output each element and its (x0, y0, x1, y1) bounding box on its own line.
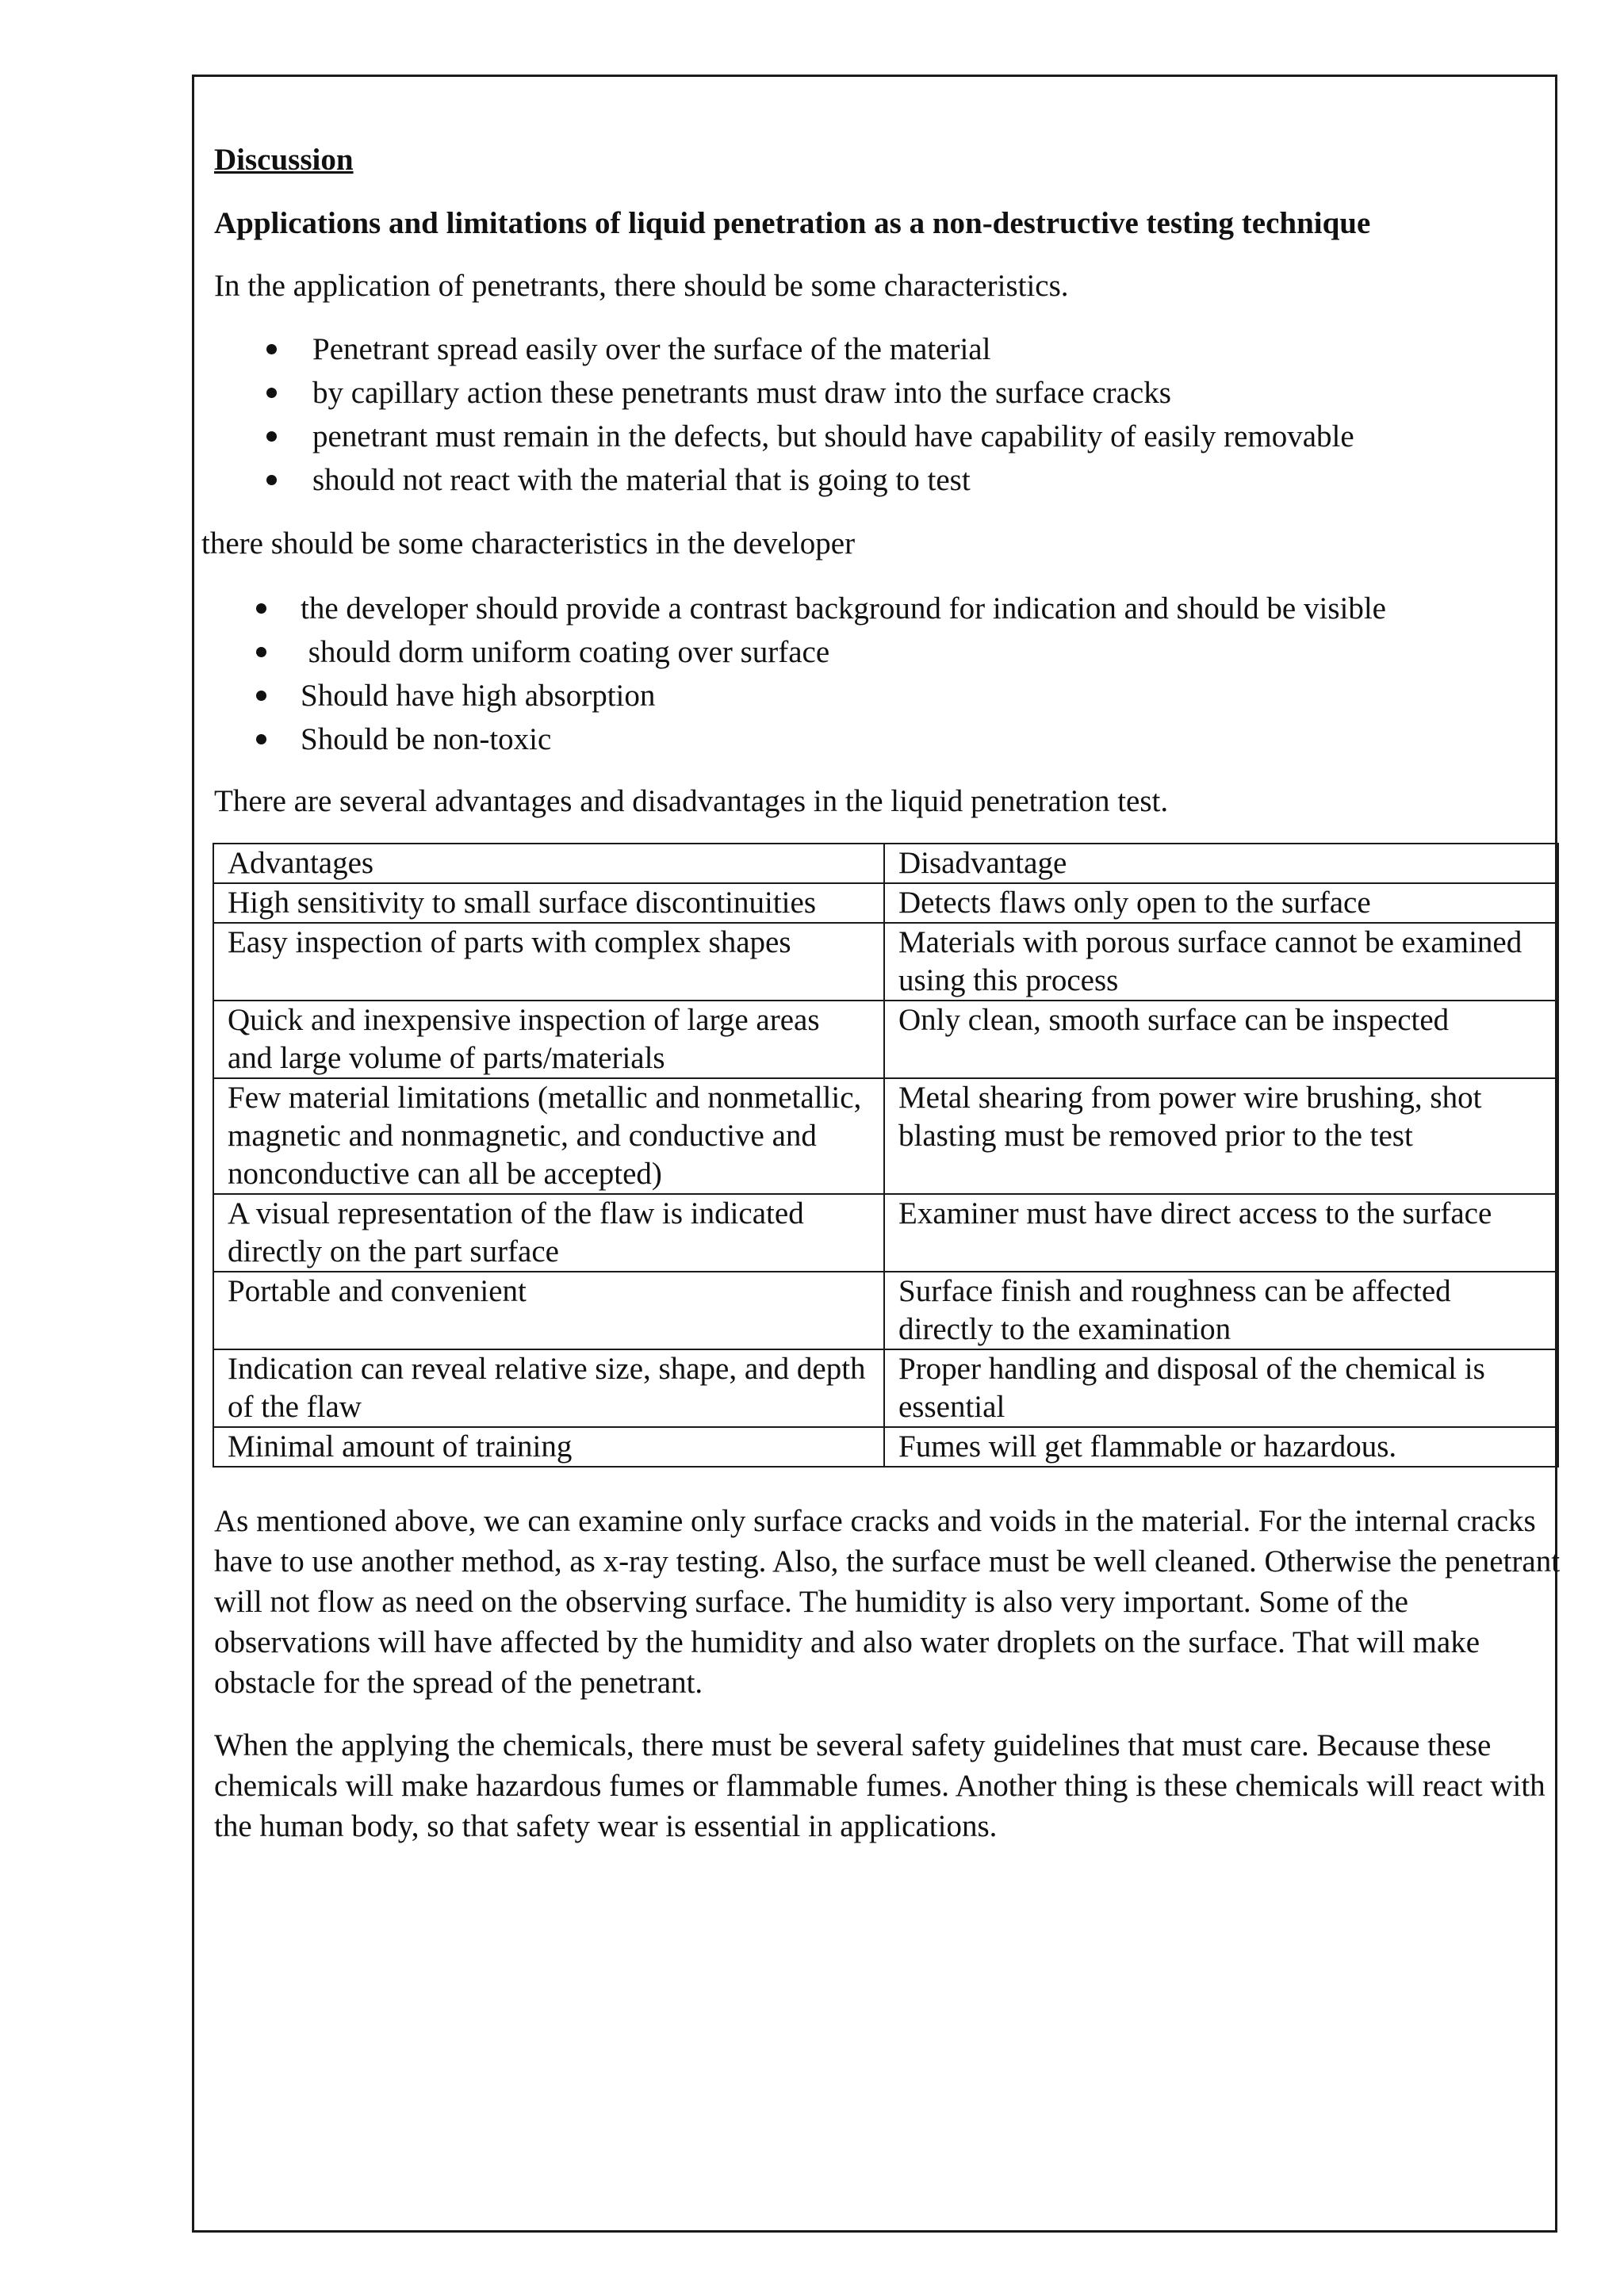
list-item: Should be non-toxic (301, 718, 1386, 761)
list-item: Should have high absorption (301, 674, 1386, 718)
disadvantage-cell: Only clean, smooth surface can be inspected (884, 1001, 1558, 1078)
paragraph-limitations: As mentioned above, we can examine only surface cracks and voids in the material. For the internal cracks have to use another method, as x-ray testing. Also, the surface must be well cleaned. Otherwise the penetrant will not flow as need on the observing surface. The humidity is also very important. Some of the observations will have affected by the humidity and also water droplets on the surface. That will make obstacle for the spread of the penetrant. (214, 1504, 1561, 1700)
intro-text: In the application of penetrants, there should be some characteristics. (214, 269, 1069, 303)
advantage-cell: A visual representation of the flaw is indicated directly on the part surface (213, 1194, 884, 1272)
disadvantage-cell: Examiner must have direct access to the surface (884, 1194, 1558, 1272)
advantage-cell: Portable and convenient (213, 1272, 884, 1349)
advantages-disadvantages-table (213, 843, 1559, 1468)
bullet-icon (256, 691, 266, 701)
bullet-icon (256, 734, 266, 744)
list-item: penetrant must remain in the defects, but should have capability of easily removable (312, 415, 1354, 458)
disadvantage-cell: Fumes will get flammable or hazardous. (884, 1427, 1558, 1467)
disadvantage-cell: Surface finish and roughness can be affected directly to the examination (884, 1272, 1558, 1349)
disadvantage-cell: Proper handling and disposal of the chemical is essential (884, 1349, 1558, 1427)
bullet-icon (266, 431, 277, 442)
column-header-disadvantage: Disadvantage (884, 844, 1558, 883)
section-subheading: Applications and limitations of liquid penetration as a non-destructive testing technique (214, 206, 1371, 240)
advantage-cell: Minimal amount of training (213, 1427, 884, 1467)
advantage-cell: High sensitivity to small surface discontinuities (213, 883, 884, 923)
penetrant-characteristics-list (312, 327, 1354, 502)
advantage-cell: Quick and inexpensive inspection of large areas and large volume of parts/materials (213, 1001, 884, 1078)
table-row (213, 1272, 1558, 1349)
column-header-advantages: Advantages (213, 844, 884, 883)
table-row (213, 1349, 1558, 1427)
list-item: by capillary action these penetrants must draw into the surface cracks (312, 371, 1354, 415)
table-row (213, 883, 1558, 923)
disadvantage-cell: Materials with porous surface cannot be examined using this process (884, 923, 1558, 1001)
table-row (213, 1194, 1558, 1272)
list-item: should dorm uniform coating over surface (301, 630, 1386, 674)
section-heading: Discussion (214, 143, 354, 177)
table-header-row (213, 844, 1558, 883)
list-item: the developer should provide a contrast background for indication and should be visible (301, 587, 1386, 630)
bullet-icon (256, 603, 266, 614)
list-item: Penetrant spread easily over the surface of the material (312, 327, 1354, 371)
paragraph-safety: When the applying the chemicals, there must be several safety guidelines that must care. Because these chemicals will make hazardous fumes or flammable fumes. Another thing is these chemicals will react with the human body, so that safety wear is essential in applications. (214, 1728, 1545, 1843)
disadvantage-cell: Detects flaws only open to the surface (884, 883, 1558, 923)
table-intro-text: There are several advantages and disadvantages in the liquid penetration test. (214, 784, 1169, 818)
advantage-cell: Easy inspection of parts with complex shapes (213, 923, 884, 1001)
list-item: should not react with the material that is going to test (312, 458, 1354, 502)
developer-characteristics-list (301, 587, 1386, 761)
table-row (213, 1078, 1558, 1194)
advantage-cell: Few material limitations (metallic and nonmetallic, magnetic and nonmagnetic, and conductive and nonconductive can all be accepted) (213, 1078, 884, 1194)
bullet-icon (256, 647, 266, 657)
table-row (213, 1427, 1558, 1467)
bullet-icon (266, 475, 277, 485)
bullet-icon (266, 344, 277, 354)
table-row (213, 923, 1558, 1001)
table-row (213, 1001, 1558, 1078)
developer-intro-text: there should be some characteristics in the developer (201, 526, 856, 561)
disadvantage-cell: Metal shearing from power wire brushing, shot blasting must be removed prior to the test (884, 1078, 1558, 1194)
bullet-icon (266, 388, 277, 398)
advantage-cell: Indication can reveal relative size, shape, and depth of the flaw (213, 1349, 884, 1427)
